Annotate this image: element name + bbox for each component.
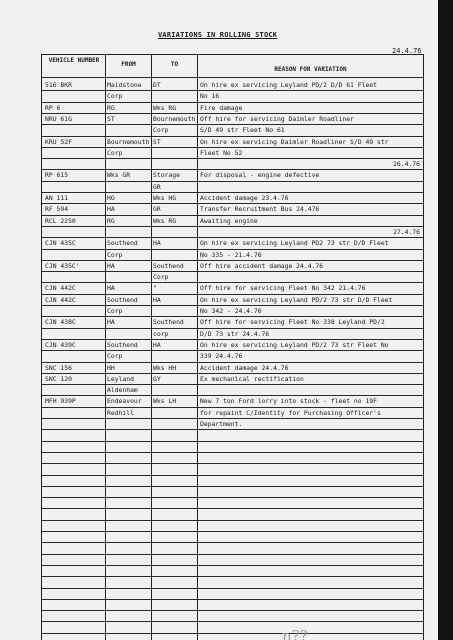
- from-cell: HA: [107, 284, 115, 293]
- reason-cell: Department.: [200, 420, 243, 428]
- row-rule: [42, 294, 423, 295]
- to-cell: ": [153, 284, 157, 293]
- from-cell: RG: [107, 103, 115, 112]
- reason-cell: On hire ex servicing Leyland PD/2 73 str D/D Fleet: [200, 295, 393, 304]
- to-cell: HA: [153, 239, 161, 248]
- row-rule: [42, 249, 423, 250]
- reason-cell: On hire ex servicing Daimler Roadliner S/D 49 str: [200, 137, 389, 146]
- vehicle-number-cell: KRU 52F: [45, 137, 72, 146]
- to-cell: Southend: [153, 318, 184, 327]
- section-date: 26.4.76: [393, 160, 420, 169]
- row-rule: [42, 316, 423, 317]
- to-cell: Wks LH: [153, 397, 177, 406]
- row-rule: [42, 158, 423, 159]
- reason-cell: New 7 ton Ford lorry into stock - fleet no 19F: [200, 397, 377, 406]
- header-vehicle-number: VEHICLE NUMBER: [48, 57, 100, 64]
- from-cell: HG: [107, 194, 115, 202]
- from-cell: Corp: [107, 250, 123, 259]
- reason-cell: On hire ex servicing Leyland PD/2 73 str Fleet No: [200, 340, 389, 349]
- vehicle-number-cell: AN 111: [45, 194, 69, 202]
- to-cell: Corp: [153, 126, 169, 135]
- reason-cell: Accident damage 23.4.76: [200, 194, 289, 202]
- from-cell: ST: [107, 114, 115, 123]
- from-cell: HH: [107, 363, 115, 372]
- reason-cell: Transfer Recruitment Bus 24.476: [200, 205, 320, 214]
- row-rule: [42, 554, 423, 555]
- from-cell: HA: [107, 318, 115, 327]
- row-rule: [42, 576, 423, 577]
- from-cell: Corp: [107, 307, 123, 315]
- vehicle-number-cell: RP 6: [45, 103, 61, 112]
- vehicle-number-cell: CJN 435C': [45, 261, 80, 270]
- reason-cell: Off hire for servicing Fleet No 342 21.4.76: [200, 284, 366, 293]
- to-cell: GR: [153, 205, 161, 214]
- from-cell: Maidstone: [107, 81, 142, 89]
- vehicle-number-cell: CJN 435C: [45, 239, 76, 248]
- header-to: TO: [170, 61, 179, 68]
- vehicle-number-cell: MFH 939P: [45, 397, 76, 406]
- reason-cell: Accident damage 24.4.76: [200, 363, 289, 372]
- section-date: 27.4.76: [393, 227, 420, 236]
- row-rule: [42, 463, 423, 464]
- header-reason-for-variation: REASON FOR VARIATION: [274, 66, 347, 73]
- row-rule: [42, 192, 423, 193]
- row-rule: [42, 203, 423, 204]
- row-rule: [42, 226, 423, 227]
- row-rule: [42, 339, 423, 340]
- reason-cell: No 16: [200, 92, 220, 101]
- vehicle-number-cell: SNC 120: [45, 374, 72, 383]
- vehicle-number-cell: CJN 439C: [45, 340, 76, 349]
- vehicle-number-cell: RCL 2250: [45, 216, 76, 225]
- reason-cell: For disposal - engine defective: [200, 171, 320, 180]
- row-rule: [42, 260, 423, 261]
- row-rule: [42, 181, 423, 182]
- row-rule: [42, 271, 423, 272]
- column-divider: [151, 55, 152, 640]
- rolling-stock-ledger: [41, 54, 424, 640]
- row-rule: [42, 373, 423, 374]
- to-cell: Wks RG: [153, 216, 177, 225]
- row-rule: [42, 452, 423, 453]
- header-date: 24.4.76: [392, 47, 422, 55]
- reason-cell: D/D 73 str 24.4.76: [200, 329, 270, 338]
- to-cell: Southend: [153, 261, 184, 270]
- vehicle-number-cell: RF 594: [45, 205, 69, 214]
- row-rule: [42, 282, 423, 283]
- from-cell: Southend: [107, 239, 138, 248]
- scan-edge: [438, 0, 453, 640]
- reason-cell: S/D 49 str Fleet No 61: [200, 126, 285, 135]
- vehicle-number-cell: RP 615: [45, 171, 69, 180]
- row-rule: [42, 621, 423, 622]
- row-rule: [42, 633, 423, 634]
- row-rule: [42, 599, 423, 600]
- row-rule: [42, 102, 423, 103]
- reason-cell: Fire damage: [200, 103, 243, 112]
- to-cell: ST: [153, 137, 161, 146]
- row-rule: [42, 486, 423, 487]
- from-cell: RG: [107, 216, 115, 225]
- to-cell: GR: [153, 182, 161, 191]
- vehicle-number-cell: CJN 438C: [45, 318, 76, 327]
- row-rule: [42, 124, 423, 125]
- reason-cell: Awaiting engine: [200, 216, 258, 225]
- reason-cell: Ex mechanical rectification: [200, 374, 304, 383]
- column-divider: [105, 55, 106, 640]
- vehicle-number-cell: SNC 156: [45, 363, 72, 372]
- to-cell: corp: [153, 329, 169, 338]
- row-rule: [42, 610, 423, 611]
- header-from: FROM: [121, 61, 136, 68]
- to-cell: Corp: [153, 273, 169, 282]
- row-rule: [42, 475, 423, 476]
- row-rule: [42, 407, 423, 408]
- row-rule: [42, 147, 423, 148]
- from-cell: Corp: [107, 352, 123, 361]
- from-cell: Corp: [107, 92, 123, 101]
- column-divider: [197, 55, 198, 640]
- from-cell: Aldenham: [107, 386, 138, 395]
- from-cell: Redhill: [107, 408, 134, 417]
- reason-cell: Fleet No 52: [200, 148, 243, 157]
- row-rule: [42, 362, 423, 363]
- row-rule: [42, 520, 423, 521]
- reason-cell: No 335 - 21.4.76: [200, 250, 262, 259]
- from-cell: Wks GR: [107, 171, 131, 180]
- row-rule: [42, 215, 423, 216]
- to-cell: Bournemouth: [153, 114, 196, 123]
- row-rule: [42, 429, 423, 430]
- from-cell: Endeavour: [107, 397, 142, 406]
- reason-cell: 339 24.4.76: [200, 352, 243, 361]
- reason-cell: Off hire accident damage 24.4.76: [200, 261, 324, 270]
- vehicle-number-cell: CJN 442C: [45, 295, 76, 304]
- row-rule: [42, 497, 423, 498]
- row-rule: [42, 531, 423, 532]
- from-cell: Leyland: [107, 374, 134, 383]
- from-cell: Bournemouth: [107, 137, 150, 146]
- from-cell: Southend: [107, 340, 138, 349]
- vehicle-number-cell: NRU 61G: [45, 114, 72, 123]
- row-rule: [42, 169, 423, 170]
- handwritten-mark: n??: [282, 627, 308, 640]
- reason-cell: for repaint C/Identity for Purchasing Officer's: [200, 408, 381, 417]
- reason-cell: Off hire for servicing Daimler Roadliner: [200, 114, 354, 123]
- to-cell: HA: [153, 340, 161, 349]
- to-cell: Storage: [153, 171, 180, 180]
- row-rule: [42, 237, 423, 238]
- row-rule: [42, 418, 423, 419]
- row-rule: [42, 350, 423, 351]
- to-cell: DT: [153, 81, 161, 89]
- row-rule: [42, 508, 423, 509]
- row-rule: [42, 328, 423, 329]
- row-rule: [42, 395, 423, 396]
- to-cell: GY: [153, 374, 161, 383]
- from-cell: Corp: [107, 148, 123, 157]
- row-rule: [42, 565, 423, 566]
- row-rule: [42, 113, 423, 114]
- header-rule: [42, 77, 423, 78]
- vehicle-number-cell: CJN 442C: [45, 284, 76, 293]
- row-rule: [42, 305, 423, 306]
- to-cell: Wks RG: [153, 103, 177, 112]
- row-rule: [42, 441, 423, 442]
- reason-cell: Off hire for servicing Fleet No 338 Leyland PD/2: [200, 318, 385, 327]
- row-rule: [42, 542, 423, 543]
- document-title: VARIATIONS IN ROLLING STOCK: [158, 31, 278, 39]
- from-cell: HA: [107, 261, 115, 270]
- reason-cell: No 342 - 24.4.76: [200, 307, 262, 315]
- to-cell: Wks HG: [153, 194, 177, 202]
- vehicle-number-cell: 516 BKR: [45, 81, 72, 89]
- reason-cell: On hire ex servicing Leyland PD2 73 str D/D Fleet: [200, 239, 389, 248]
- row-rule: [42, 588, 423, 589]
- from-cell: Southend: [107, 295, 138, 304]
- reason-cell: On hire ex servicing Leyland PD/2 D/D 61 Fleet: [200, 81, 377, 89]
- row-rule: [42, 90, 423, 91]
- to-cell: Wks HH: [153, 363, 177, 372]
- row-rule: [42, 384, 423, 385]
- to-cell: HA: [153, 295, 161, 304]
- row-rule: [42, 136, 423, 137]
- from-cell: HA: [107, 205, 115, 214]
